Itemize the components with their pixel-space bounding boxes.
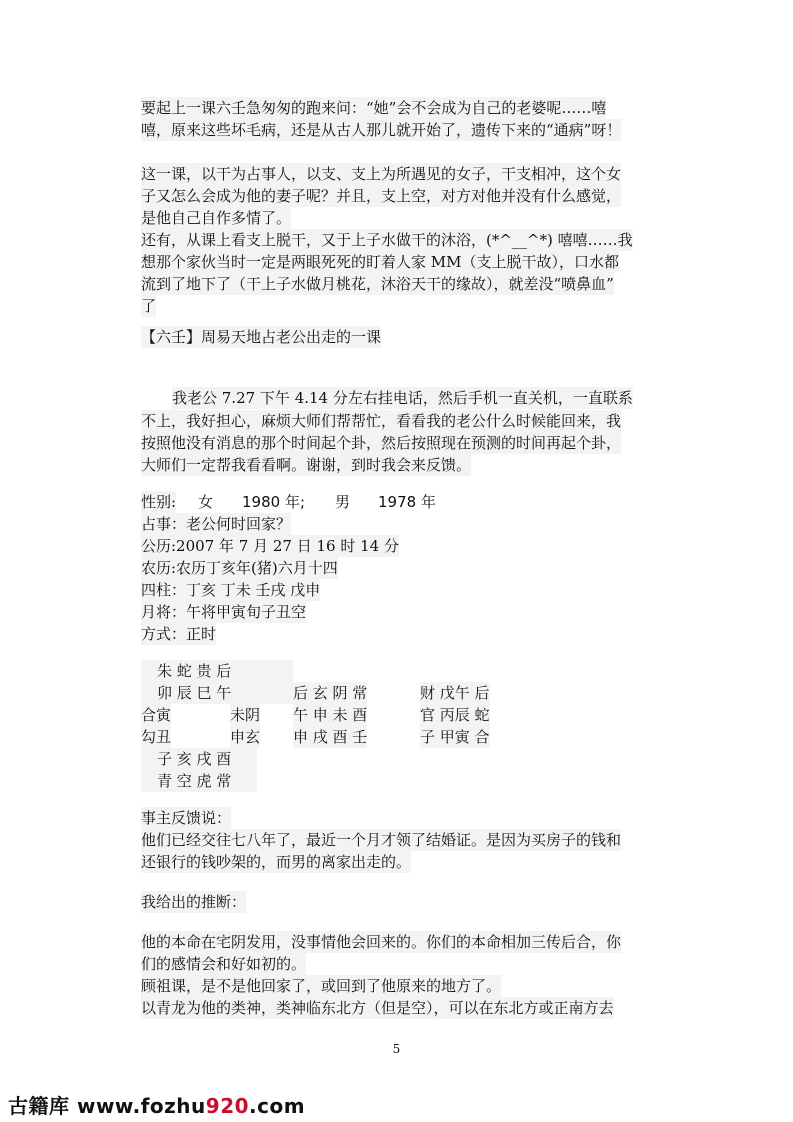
four-pillars: 四柱：丁亥 丁未 壬戌 戊申 (141, 581, 321, 599)
paragraph-line: 大师们一定帮我看看啊。谢谢，到时我会来反馈。 (141, 456, 472, 474)
paragraph-line: 要起上一课六壬急匆匆的跑来问：“她”会不会成为自己的老婆呢……嘻 (141, 99, 607, 117)
chuan-row: 官 丙辰 蛇 (420, 706, 490, 724)
male-label: 男 (335, 493, 351, 511)
paragraph-line: 是他自己自作多情了。 (141, 209, 292, 227)
female-label: 女 (198, 493, 214, 511)
ke-row: 午 申 未 酉 (293, 706, 368, 724)
chart-row-branches-bottom: 子 亥 戌 酉 (141, 748, 257, 770)
paragraph-line: 嘻，原来这些坏毛病，还是从古人那儿就开始了，遗传下来的“通病”呀！ (141, 121, 622, 139)
chuan-row: 子 甲寅 合 (420, 728, 490, 746)
chart-row-generals-top: 朱 蛇 贵 后 (141, 660, 293, 682)
monthly-general: 月将：午将甲寅旬子丑空 (141, 603, 307, 621)
ke-row: 申 戌 酉 壬 (293, 728, 368, 746)
paragraph-line: 以青龙为他的类神，类神临东北方（但是空），可以在东北方或正南方去 (141, 999, 614, 1017)
paragraph-line: 流到了地下了（干上子水做月桃花，沐浴天干的缘故），就差没“喷鼻血” (141, 275, 614, 293)
paragraph-line: 他们已经交往七八年了，最近一个月才领了结婚证。是因为买房子的钱和 (141, 831, 622, 849)
paragraph-line: 想那个家伙当时一定是两眼死死的盯着人家 MM（支上脱干故），口水都 (141, 253, 619, 271)
paragraph-line: 这一课，以干为占事人，以支、支上为所遇见的女子，干支相冲，这个女 (141, 165, 622, 183)
paragraph-line: 还有，从课上看支上脱干，又于上子水做干的沐浴，(*^__^*) 嘻嘻……我 (141, 231, 633, 249)
paragraph-line: 不上，我好担心，麻烦大师们帮帮忙，看看我的老公什么时候能回来，我 (141, 412, 622, 430)
inference-label: 我给出的推断： (141, 893, 247, 911)
lunar-date: 农历:农历丁亥年(猪)六月十四 (141, 559, 338, 577)
paragraph-line: 子又怎么会成为他的妻子呢？并且，支上空，对方对他并没有什么感觉， (141, 187, 622, 205)
paragraph-line: 他的本命在宅阴发用，没事情他会回来的。你们的本命相加三传后合，你 (141, 933, 622, 951)
feedback-label: 事主反馈说： (141, 809, 232, 827)
chart-row-generals-bottom: 青 空 虎 常 (141, 770, 257, 792)
gender-label: 性别: (141, 493, 177, 511)
female-year: 1980 年; (242, 493, 305, 511)
question-line: 占事：老公何时回家？ (141, 515, 292, 533)
chart-row-left: 合寅 (141, 706, 172, 724)
paragraph-line: 了 (141, 297, 157, 315)
paragraph-line: 顾祖课，是不是他回家了，或回到了他原来的地方了。 (141, 977, 502, 995)
paragraph-line: 还银行的钱吵架的，而男的离家出走的。 (141, 853, 412, 871)
site-url-number: 920 (205, 1094, 250, 1118)
male-year: 1978 年 (378, 493, 436, 511)
paragraph-line: 按照他没有消息的那个时间起个卦，然后按照现在预测的时间再起个卦， (141, 434, 622, 452)
chart-row-right: 申玄 (230, 728, 261, 746)
site-name: 古籍库 (8, 1094, 70, 1118)
method-line: 方式：正时 (141, 625, 217, 643)
paragraph-line: 们的感情会和好如初的。 (141, 955, 307, 973)
paragraph-line: 我老公 7.27 下午 4.14 分左右挂电话，然后手机一直关机，一直联系 (172, 389, 633, 407)
ke-row: 后 玄 阴 常 (293, 684, 368, 702)
site-url-suffix: .com (249, 1094, 306, 1118)
site-url-prefix: www.fozhu (76, 1094, 206, 1118)
chart-row-right: 未阴 (230, 706, 261, 724)
page-number: 5 (392, 1042, 401, 1056)
section-title: 【六壬】周易天地占老公出走的一课 (141, 328, 382, 346)
chart-row-left: 勾丑 (141, 728, 172, 746)
gregorian-date: 公历:2007 年 7 月 27 日 16 时 14 分 (141, 537, 399, 555)
site-watermark (8, 1090, 305, 1119)
chuan-row: 财 戊午 后 (420, 684, 490, 702)
gender-line (141, 491, 176, 513)
chart-row-branches-top: 卯 辰 巳 午 (141, 682, 293, 704)
